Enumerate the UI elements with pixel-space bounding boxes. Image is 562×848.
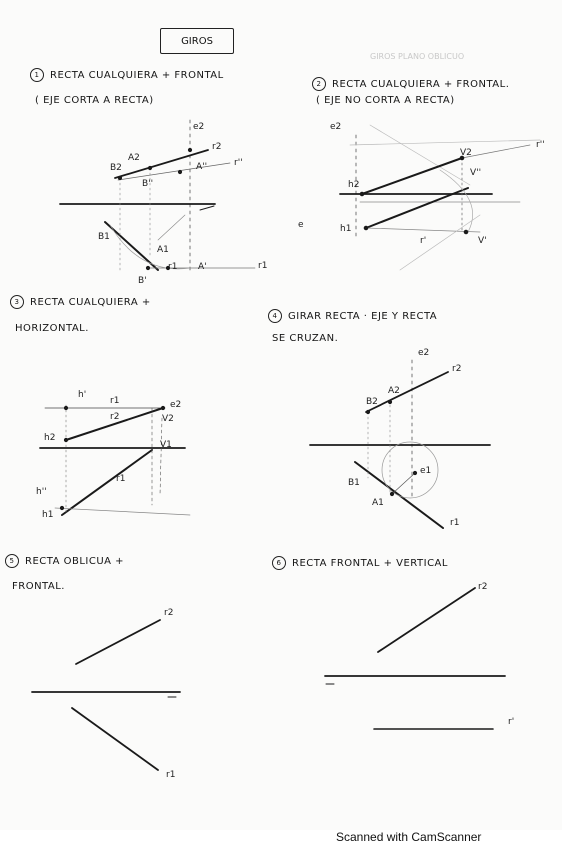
d2-r2 <box>362 158 462 194</box>
d2-arc <box>440 170 473 232</box>
section-2-number: 2 <box>312 77 326 91</box>
d4-label-r2: r2 <box>452 364 462 374</box>
section-5-number: 5 <box>5 554 19 568</box>
diagram-6 <box>325 588 505 729</box>
d2-label-v1p: V' <box>478 236 487 246</box>
d2-label-h1: h1 <box>340 224 352 234</box>
d3-point-h1p <box>64 406 67 409</box>
d1-point-b1p <box>146 266 149 269</box>
d2-label-r1p: r' <box>420 236 427 246</box>
d4-point-a1 <box>390 492 393 495</box>
d3-label-h2: h2 <box>44 433 56 443</box>
d3-point-h1 <box>60 506 63 509</box>
d5-r1 <box>72 708 158 770</box>
d1-label-r11: r'' <box>234 158 243 168</box>
d1-point-a11 <box>178 170 181 173</box>
d6-label-r1: r' <box>508 717 515 727</box>
d2-label-v2: V2 <box>460 148 472 158</box>
d6-label-r2: r2 <box>478 582 488 592</box>
d1-point-a2 <box>148 166 151 169</box>
scanner-watermark-text: Scanned with CamScanner <box>336 830 482 844</box>
section-4-line2: SE CRUZAN. <box>272 333 339 344</box>
section-6-number: 6 <box>272 556 286 570</box>
d2-faint-1 <box>350 140 540 145</box>
d3-point-h2 <box>64 438 67 441</box>
diagram-4 <box>310 360 490 528</box>
d1-label-r1p: r1 <box>258 261 268 271</box>
d2-point-v1 <box>464 230 468 234</box>
scanner-footer <box>0 830 562 848</box>
d2-label-e2: e2 <box>330 122 342 132</box>
d5-r2 <box>76 620 160 664</box>
section-1-line1: RECTA CUALQUIERA + FRONTAL <box>50 70 224 81</box>
d4-label-a2: A2 <box>388 386 400 396</box>
section-5-line2: FRONTAL. <box>12 581 65 592</box>
d1-label-b1p: B' <box>138 276 147 286</box>
d4-point-e1 <box>413 471 416 474</box>
section-5-line1: RECTA OBLICUA + <box>25 556 125 567</box>
d3-projector-e <box>160 418 162 495</box>
d2-faint-2 <box>370 125 470 185</box>
d1-label-a1: A1 <box>157 245 169 255</box>
d4-point-a2 <box>388 400 391 403</box>
section-3-line1: RECTA CUALQUIERA + <box>30 297 151 308</box>
section-1-number: 1 <box>30 68 44 82</box>
d1-label-b1: B1 <box>98 232 110 242</box>
d3-label-v1: V1 <box>160 440 172 450</box>
d4-label-a1: A1 <box>372 498 384 508</box>
section-3-number: 3 <box>10 295 24 309</box>
d2-r11 <box>462 145 530 158</box>
d3-label-r1: r1 <box>110 396 120 406</box>
d5-label-r2: r2 <box>164 608 174 618</box>
d3-label-v2: V2 <box>162 414 174 424</box>
d6-r2 <box>378 588 475 652</box>
section-2-line1: RECTA CUALQUIERA + FRONTAL. <box>332 79 510 90</box>
section-2-line2: ( EJE NO CORTA A RECTA) <box>316 95 455 106</box>
d4-radius <box>392 473 415 494</box>
section-6-line1: RECTA FRONTAL + VERTICAL <box>292 558 448 569</box>
d4-label-r1: r1 <box>450 518 460 528</box>
d2-faint-3 <box>400 215 480 270</box>
d2-label-r11: r'' <box>536 140 545 150</box>
d5-label-r1: r1 <box>166 770 176 780</box>
d4-label-b2: B2 <box>366 397 378 407</box>
d1-label-r2: r2 <box>212 142 222 152</box>
d3-label-h1: h1 <box>42 510 54 520</box>
d1-gl-tick <box>200 206 214 210</box>
d3-point-e2 <box>161 406 164 409</box>
d1-point-b2 <box>118 176 121 179</box>
d1-construction <box>158 215 185 240</box>
d1-label-r1: r1 <box>168 262 178 272</box>
d3-r1 <box>62 450 152 515</box>
d1-label-e2: e2 <box>193 122 205 132</box>
d3-label-e2: e2 <box>170 400 182 410</box>
d3-label-h1p: h' <box>78 390 87 400</box>
d1-label-a11: A'' <box>196 162 208 172</box>
diagram-2 <box>340 125 540 270</box>
d2-point-h1 <box>364 226 368 230</box>
bleed-through-text: GIROS PLANO OBLICUO <box>370 52 465 61</box>
d3-base-line <box>55 508 190 515</box>
d3-label-r1b: r1 <box>116 474 126 484</box>
d1-label-a1p: A' <box>198 262 207 272</box>
page-title-text: GIROS <box>181 35 213 47</box>
d1-label-a2: A2 <box>128 153 140 163</box>
d3-label-h11: h'' <box>36 487 47 497</box>
d1-label-b2: B2 <box>110 163 122 173</box>
d2-label-e: e <box>298 220 304 230</box>
section-4-number: 4 <box>268 309 282 323</box>
d4-label-e2: e2 <box>418 348 430 358</box>
d3-label-r2: r2 <box>110 412 120 422</box>
d2-point-h2 <box>360 192 364 196</box>
d1-label-b11: B'' <box>142 179 154 189</box>
d4-r2 <box>366 372 448 412</box>
d2-label-h2: h2 <box>348 180 360 190</box>
section-4-line1: GIRAR RECTA · EJE Y RECTA <box>288 311 438 322</box>
d1-point <box>188 148 191 151</box>
d4-label-b1: B1 <box>348 478 360 488</box>
section-1-line2: ( EJE CORTA A RECTA) <box>35 95 154 106</box>
section-3-line2: HORIZONTAL. <box>15 323 89 334</box>
d2-label-v11: V'' <box>470 168 482 178</box>
d4-label-e1: e1 <box>420 466 432 476</box>
d4-point-b2 <box>366 410 369 413</box>
diagram-5 <box>32 620 180 770</box>
d2-r1p <box>366 228 480 232</box>
